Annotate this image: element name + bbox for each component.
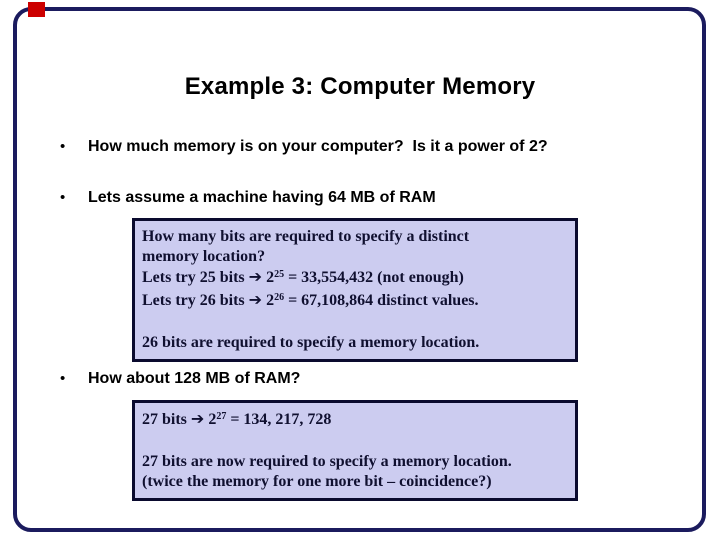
text-segment: How many bits are required to specify a distinct <box>142 228 470 245</box>
text-segment: 2 <box>262 269 275 286</box>
info-box-128mb <box>132 400 578 501</box>
info-box-memory-bits <box>132 218 578 362</box>
box-line <box>142 472 567 492</box>
box-line <box>142 247 567 267</box>
box-line <box>142 409 567 432</box>
bullet-item <box>0 189 680 207</box>
bullet-item <box>0 370 680 388</box>
bullet-text: Lets assume a machine having 64 MB of RAM <box>88 189 436 206</box>
accent-square <box>28 2 45 17</box>
box-line <box>142 432 567 452</box>
bullet-text: How much memory is on your computer? Is it a power of 2? <box>88 138 548 155</box>
text-segment: memory location? <box>142 248 266 265</box>
box-line <box>142 333 567 353</box>
box-line <box>142 313 567 333</box>
text-segment: = 67,108,864 distinct values. <box>284 292 479 309</box>
superscript-exponent: 25 <box>274 269 285 280</box>
page-title: Example 3: Computer Memory <box>184 73 536 100</box>
bullet-marker: • <box>60 370 66 387</box>
box-line <box>142 227 567 247</box>
text-segment: 2 <box>262 292 275 309</box>
text-segment: 2 <box>204 411 217 428</box>
text-segment: Lets try 25 bits <box>142 269 249 286</box>
right-arrow-icon: ➔ <box>248 267 263 286</box>
superscript-exponent: 27 <box>216 411 227 422</box>
text-segment: = 33,554,432 (not enough) <box>284 269 464 286</box>
box-line <box>142 290 567 313</box>
right-arrow-icon: ➔ <box>190 409 205 428</box>
text-segment: 27 bits are now required to specify a memory location. <box>142 453 512 470</box>
bullet-marker: • <box>60 189 66 206</box>
bullet-item <box>0 138 680 156</box>
right-arrow-icon: ➔ <box>248 290 263 309</box>
text-segment: 26 bits are required to specify a memory location. <box>142 334 480 351</box>
text-segment: = 134, 217, 728 <box>226 411 332 428</box>
box-line <box>142 452 567 472</box>
bullet-text: How about 128 MB of RAM? <box>88 370 301 387</box>
text-segment: (twice the memory for one more bit – coincidence?) <box>142 473 492 490</box>
text-segment: Lets try 26 bits <box>142 292 249 309</box>
box-line <box>142 267 567 290</box>
text-segment: 27 bits <box>142 411 191 428</box>
superscript-exponent: 26 <box>274 292 285 303</box>
bullet-marker: • <box>60 138 66 155</box>
